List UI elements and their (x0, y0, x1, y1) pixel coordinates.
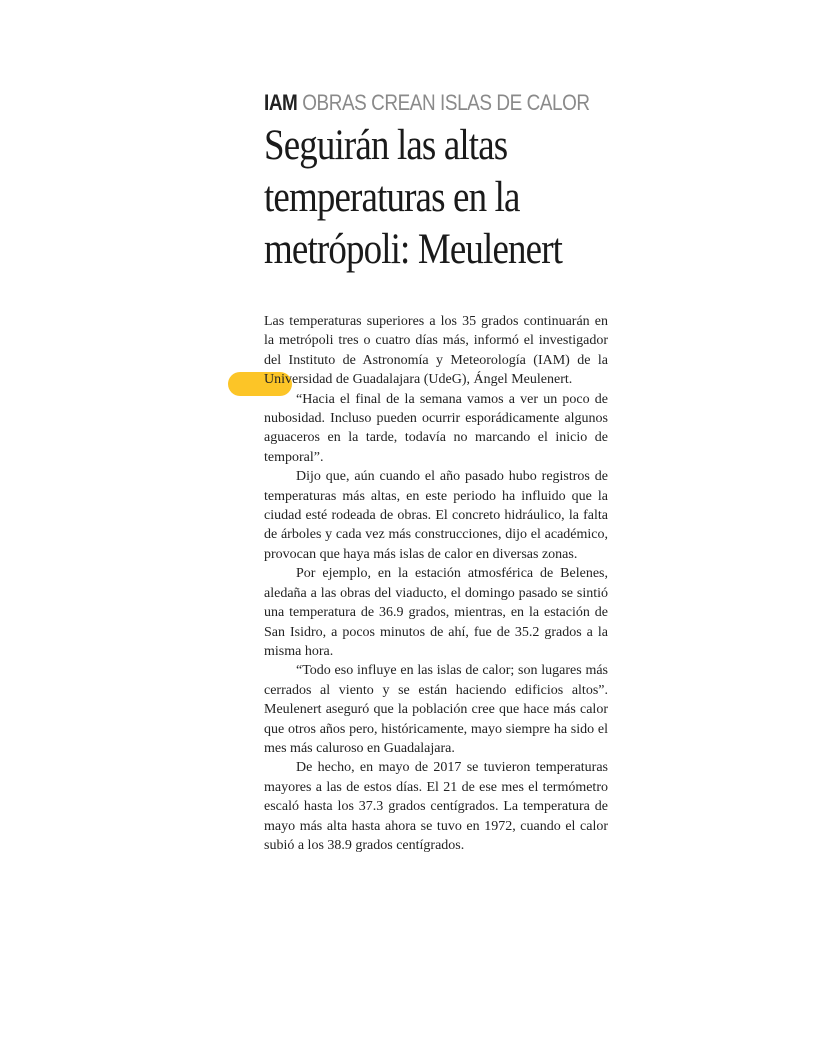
paragraph-5: “Todo eso influye en las islas de calor; son lugares más cerrados al viento y se están haciendo edificios altos”. Meulenert aseguró que la población cree que hace más calor que otros años pero, históricamente, mayo siempre ha sido el mes más caluroso en Guadalajara. (264, 663, 608, 756)
kicker (264, 88, 608, 118)
article-body (264, 312, 608, 855)
article-header (264, 88, 608, 276)
paragraph-3: Dijo que, aún cuando el año pasado hubo registros de temperaturas más altas, en este periodo ha influido que la ciudad esté rodeada de obras. El concreto hidráulico, la falta de árboles y cada vez más construcciones, dijo el académico, provocan que haya más islas de calor en diversas zonas. (264, 469, 608, 562)
paragraph-2: “Hacia el final de la semana vamos a ver un poco de nubosidad. Incluso pueden ocurrir esporádicamente algunos aguaceros en la tarde, todavía no marcando el inicio de temporal”. (264, 391, 608, 465)
section-label: IAM (264, 90, 298, 115)
headline: Seguirán las altas temperaturas en la metrópoli: Meulenert (264, 122, 563, 273)
paragraph-4: Por ejemplo, en la estación atmosférica de Belenes, aledaña a las obras del viaducto, el domingo pasado se sintió una temperatura de 36.9 grados, mientras, en la estación de San Isidro, a pocos minutos de ahí, fue de 35.2 grados a la misma hora. (264, 566, 608, 659)
paragraph-1: Las temperaturas superiores a los 35 grados continuarán en la metrópoli tres o cuatro días más, informó el investigador del Instituto de Astronomía y Meteorología (IAM) de la Universidad de Guadalajara (UdeG), Ángel Meulenert. (264, 314, 608, 388)
topic-label: OBRAS CREAN ISLAS DE CALOR (302, 90, 590, 115)
paragraph-6: De hecho, en mayo de 2017 se tuvieron temperaturas mayores a las de estos días. El 21 de ese mes el termómetro escaló hasta los 37.3 grados centígrados. La temperatura de mayo más alta hasta ahora se tuvo en 1972, cuando el calor subió a los 38.9 grados centígrados. (264, 760, 608, 853)
